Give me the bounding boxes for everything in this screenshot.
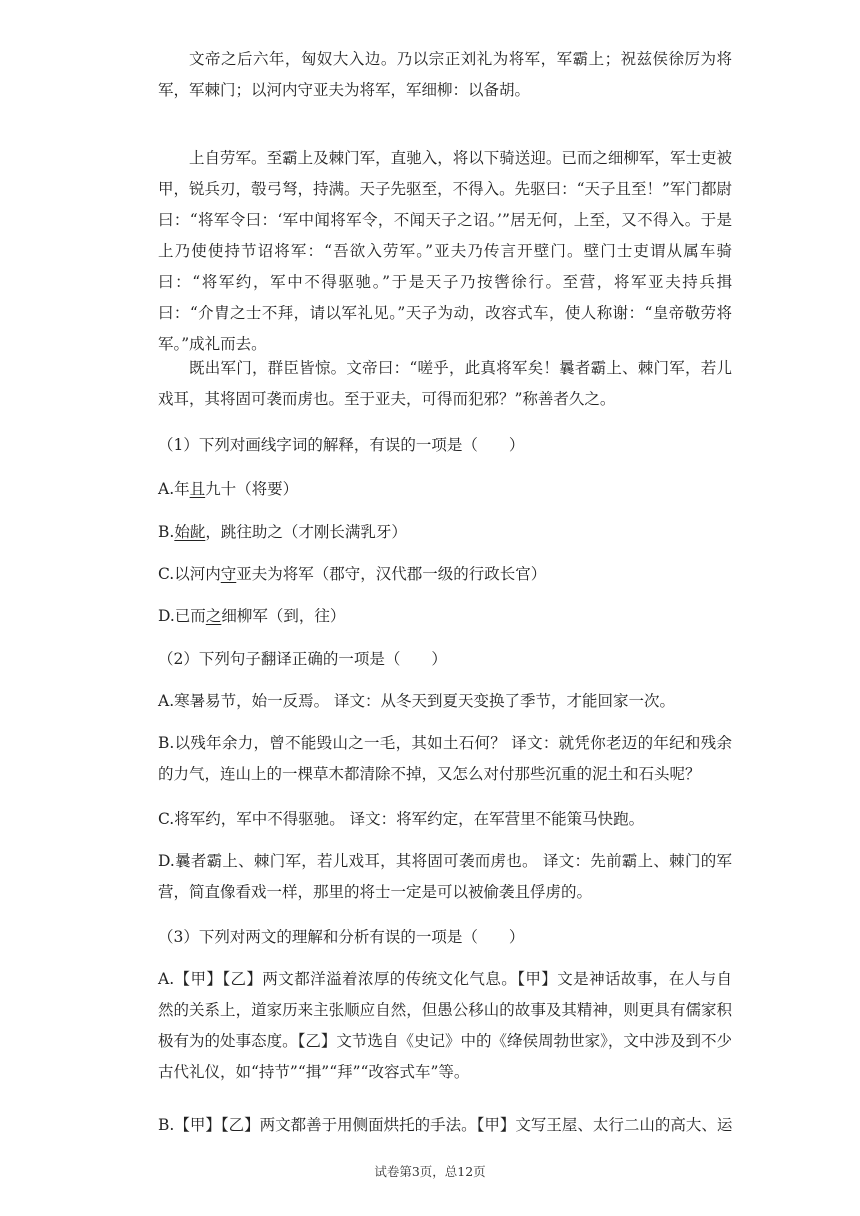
underlined-word: 守 bbox=[220, 565, 237, 583]
passage-paragraph-1: 文帝之后六年，匈奴大入边。乃以宗正刘礼为将军，军霸上；祝兹侯徐厉为将军，军棘门；以河内守亚夫为将军，军细柳：以备胡。 bbox=[158, 50, 732, 99]
underlined-word: 之 bbox=[205, 607, 222, 625]
question-2-option-b: B.以残年余力，曾不能毁山之一毛，其如土石何？ 译文：就凭你老迈的年纪和残余的力气，连山上的一棵草木都清除不掉，又怎么对付那些沉重的泥土和石头呢？ bbox=[158, 734, 732, 783]
question-3-option-a: A.【甲】【乙】两文都洋溢着浓厚的传统文化气息。【甲】文是神话故事，在人与自然的关系上，道家历来主张顺应自然，但愚公移山的故事及其精神，则更具有儒家积极有为的处事态度。【乙】文节选自《史记》中的《绛侯周勃世家》，文中涉及到不少古代礼仪，如“持节”“揖”“拜”“改容式车”等。 bbox=[158, 970, 732, 1081]
question-2-option-a: A.寒暑易节，始一反焉。 译文：从冬天到夏天变换了季节，才能回家一次。 bbox=[158, 692, 676, 710]
question-2-option-d: D.曩者霸上、棘门军，若儿戏耳，其将固可袭而虏也。 译文：先前霸上、棘门的军营，简直像看戏一样，那里的将士一定是可以被偷袭且俘虏的。 bbox=[158, 852, 732, 901]
underlined-word: 且 bbox=[189, 480, 206, 498]
question-1-option-b: B.始龀，跳往助之（才刚长满乳牙） bbox=[158, 523, 407, 541]
question-3-option-b: B.【甲】【乙】两文都善于用侧面烘托的手法。【甲】文写王屋、太行二山的高大、运 bbox=[158, 1116, 733, 1134]
question-3-stem: （3）下列对两文的理解和分析有误的一项是（ ） bbox=[158, 928, 525, 946]
question-1-option-d: D.已而之细柳军（到，往） bbox=[158, 607, 346, 625]
question-1-stem: （1）下列对画线字词的解释，有误的一项是（ ） bbox=[158, 436, 525, 454]
question-2-stem: （2）下列句子翻译正确的一项是（ ） bbox=[158, 650, 447, 668]
passage-paragraph-2: 上自劳军。至霸上及棘门军，直驰入，将以下骑送迎。已而之细柳军，军士吏被甲，锐兵刃，彀弓弩，持满。天子先驱至，不得入。先驱曰：“天子且至！”军门都尉曰：“将军令曰：‘军中闻将军令，不闻天子之诏。’”居无何，上至，又不得入。于是上乃使使持节诏将军：“吾欲入劳军。”亚夫乃传言开壁门。壁门士吏谓从属车骑曰：“将军约，军中不得驱驰。”于是天子乃按辔徐行。至营，将军亚夫持兵揖曰：“介胄之士不拜，请以军礼见。”天子为动，改容式车，使人称谢：“皇帝敬劳将军。”成礼而去。 bbox=[158, 149, 732, 353]
page-footer: 试卷第3页，总12页 bbox=[374, 1164, 486, 1179]
passage-paragraph-3: 既出军门，群臣皆惊。文帝曰：“嗟乎，此真将军矣！曩者霸上、棘门军，若儿戏耳，其将固可袭而虏也。至于亚夫，可得而犯邪？”称善者久之。 bbox=[158, 359, 732, 408]
question-1-option-c: C.以河内守亚夫为将军（郡守，汉代郡一级的行政长官） bbox=[158, 565, 547, 583]
underlined-word: 始龀 bbox=[174, 523, 206, 541]
question-1-option-a: A.年且九十（将要） bbox=[158, 480, 299, 498]
question-2-option-c: C.将军约，军中不得驱驰。 译文：将军约定，在军营里不能策马快跑。 bbox=[158, 810, 645, 828]
